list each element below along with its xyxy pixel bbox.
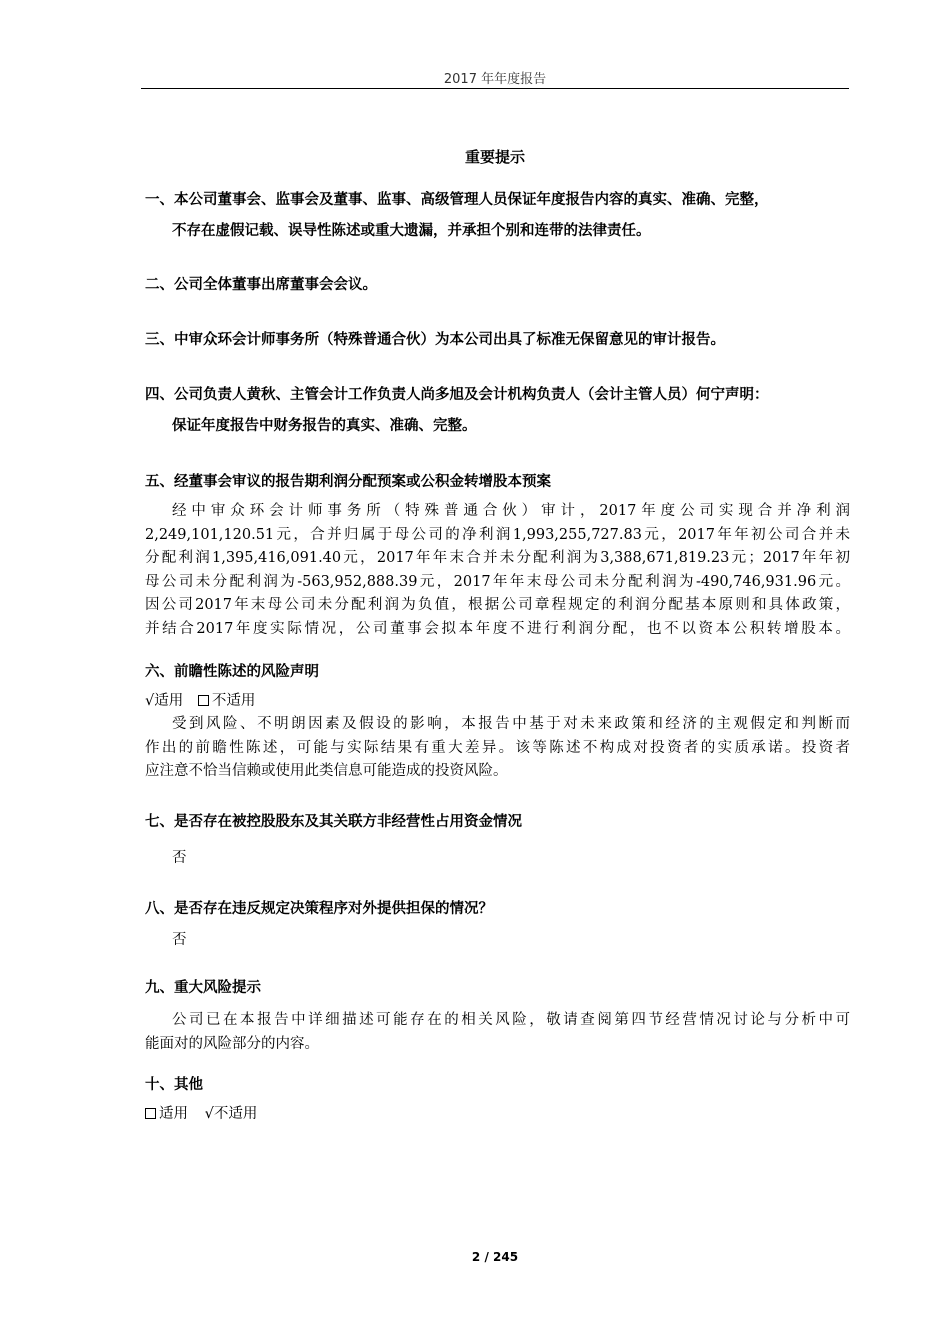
section-5-line-3: 分配利润1,395,416,091.40元，2017年年末合并未分配利润为3,388,671,819.23元；2017年年初 [145, 550, 850, 566]
section-3-line-1: 三、中审众环会计师事务所（特殊普通合伙）为本公司出具了标准无保留意见的审计报告。 [145, 332, 725, 348]
section-9-line-2: 能面对的风险部分的内容。 [145, 1035, 319, 1052]
section-1-line-1: 一、本公司董事会、监事会及董事、监事、高级管理人员保证年度报告内容的真实、准确、完整， [145, 192, 769, 208]
section-3 [145, 326, 850, 354]
section-6-line-3: 应注意不恰当信赖或使用此类信息可能造成的投资风险。 [145, 763, 508, 779]
section-4-line-2: 保证年度报告中财务报告的真实、准确、完整。 [172, 418, 477, 434]
not-applicable-label: 不适用 [213, 1106, 258, 1122]
section-10 [145, 1071, 850, 1126]
section-5-heading: 五、经董事会审议的报告期利润分配预案或公积金转增股本预案 [145, 474, 551, 490]
empty-checkbox-icon [145, 1108, 156, 1119]
section-5-line-5: 因公司2017年末母公司未分配利润为负值，根据公司章程规定的利润分配基本原则和具体政策， [145, 597, 850, 613]
section-7 [145, 808, 850, 871]
section-5-line-6: 并结合2017年度实际情况，公司董事会拟本年度不进行利润分配，也不以资本公积转增股本。 [145, 620, 850, 637]
section-4 [145, 381, 850, 440]
applicable-label: 适用 [159, 1106, 188, 1122]
section-9-heading: 九、重大风险提示 [145, 980, 261, 996]
applicable-label: 适用 [154, 693, 184, 709]
section-6-line-2: 作出的前瞻性陈述，可能与实际结果有重大差异。该等陈述不构成对投资者的实质承诺。投资者 [145, 739, 850, 756]
not-applicable-label: 不适用 [211, 693, 256, 709]
section-7-answer: 否 [172, 850, 187, 866]
header-divider [141, 88, 849, 89]
section-5-line-4: 母公司未分配利润为-563,952,888.39元，2017年年末母公司未分配利润为-490,746,931.96元。 [145, 573, 850, 590]
section-5-body [145, 500, 850, 641]
section-2-line-1: 二、公司全体董事出席董事会会议。 [145, 277, 377, 293]
section-4-line-1: 四、公司负责人黄秋、主管会计工作负责人尚多旭及会计机构负责人（会计主管人员）何宁声明： [145, 387, 769, 403]
section-9-line-1: 公司已在本报告中详细描述可能存在的相关风险，敬请查阅第四节经营情况讨论与分析中可 [172, 1012, 850, 1028]
section-6 [145, 658, 850, 784]
check-mark-icon: √ [204, 1106, 214, 1122]
section-5 [145, 468, 850, 641]
section-6-line-1: 受到风险、不明朗因素及假设的影响，本报告中基于对未来政策和经济的主观假定和判断而 [172, 716, 850, 732]
section-2 [145, 271, 850, 299]
section-10-applicability [145, 1103, 850, 1126]
check-mark-icon: √ [145, 693, 155, 709]
section-9-body [145, 1009, 850, 1056]
section-9 [145, 974, 850, 1056]
section-5-line-2: 2,249,101,120.51元，合并归属于母公司的净利润1,993,255,727.83元，2017年年初公司合并未 [145, 526, 850, 543]
section-10-heading: 十、其他 [145, 1077, 203, 1093]
section-1-line-2: 不存在虚假记载、误导性陈述或重大遗漏，并承担个别和连带的法律责任。 [172, 223, 651, 239]
section-1 [145, 186, 850, 245]
section-8 [145, 895, 850, 953]
page-number: 2 / 245 [471, 1250, 519, 1264]
section-6-body [145, 713, 850, 784]
section-6-applicability [145, 690, 850, 713]
empty-checkbox-icon [198, 695, 209, 706]
running-header: 2017 年年度报告 [443, 72, 547, 87]
section-8-answer: 否 [172, 932, 187, 948]
section-8-heading: 八、是否存在违反规定决策程序对外提供担保的情况？ [145, 901, 493, 917]
page-title: 重要提示 [464, 148, 525, 166]
section-5-line-1: 经中审众环会计师事务所（特殊普通合伙）审计，2017年度公司实现合并净利润 [172, 503, 850, 519]
section-6-heading: 六、前瞻性陈述的风险声明 [145, 664, 319, 680]
section-7-heading: 七、是否存在被控股股东及其关联方非经营性占用资金情况 [145, 814, 522, 830]
